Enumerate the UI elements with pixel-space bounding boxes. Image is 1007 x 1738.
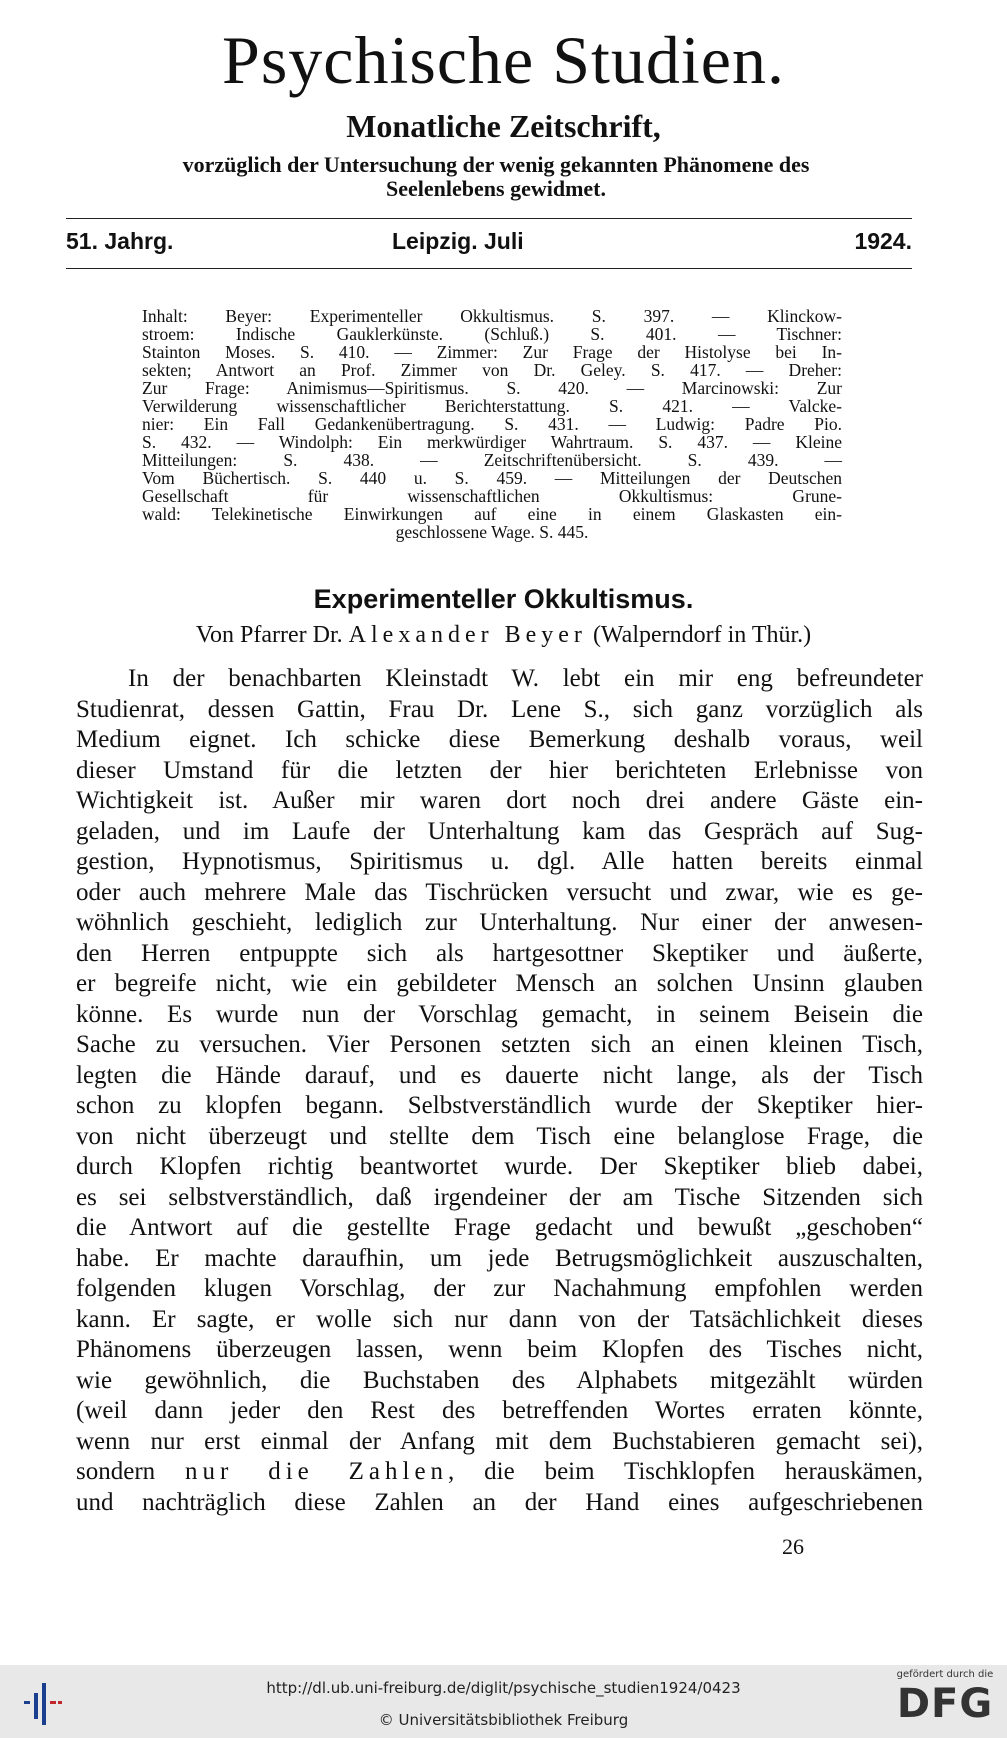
body-line: wöhnlich geschieht, lediglich zur Unterhaltung. Nur einer der anwesen- <box>76 909 923 936</box>
table-of-contents <box>142 307 842 541</box>
byline-suffix: (Walperndorf in Thür.) <box>592 622 812 648</box>
copyright-notice: © Universitätsbibliothek Freiburg <box>378 1711 629 1729</box>
dfg-logo <box>890 1669 1000 1735</box>
volume-label: 51. Jahrg. <box>66 228 174 254</box>
body-line: wenn nur erst einmal der Anfang mit dem Buchstabieren gemacht sei), <box>76 1427 923 1455</box>
page-number: 26 <box>782 1534 804 1559</box>
body-line-part: sondern <box>76 1458 156 1485</box>
body-line: den Herren entpuppte sich als hartgesottner Skeptiker und äußerte, <box>76 939 923 967</box>
body-line: dieser Umstand für die letzten der hier berichteten Erlebnisse von <box>76 756 923 784</box>
body-line: durch Klopfen richtig beantwortet wurde. Der Skeptiker blieb dabei, <box>76 1153 923 1180</box>
body-line: kann. Er sagte, er wolle sich nur dann von der Tatsächlichkeit dieses <box>76 1305 923 1333</box>
toc-line: sekten; Antwort an Prof. Zimmer von Dr. Geley. S. 417. — Dreher: <box>142 360 842 380</box>
masthead-top-rule <box>66 218 912 219</box>
body-line: In der benachbarten Kleinstadt W. lebt ein mir eng befreundeter <box>128 665 923 692</box>
body-line: es sei selbstverständlich, daß irgendeiner der am Tische Sitzenden sich <box>76 1183 923 1211</box>
body-line: folgenden klugen Vorschlag, der zur Nachahmung empfohlen werden <box>76 1275 923 1302</box>
dfg-wordmark: DFG <box>896 1681 994 1727</box>
toc-line: Verwilderung wissenschaftlicher Berichterstattung. S. 421. — Valcke- <box>142 396 842 416</box>
toc-line: Gesellschaft für wissenschaftlichen Okkultismus: Grune- <box>142 486 842 506</box>
masthead <box>66 226 912 260</box>
year-label: 1924. <box>854 228 912 254</box>
body-line: habe. Er machte daraufhin, um jede Betrugsmöglichkeit auszuschalten, <box>76 1244 923 1272</box>
body-line: geladen, und im Laufe der Unterhaltung kam das Gespräch auf Sug- <box>76 817 923 845</box>
article-body <box>76 664 923 1518</box>
toc-line: S. 432. — Windolph: Ein merkwürdiger Wahrtraum. S. 437. — Kleine <box>142 432 842 452</box>
body-line: könne. Es wurde nun der Vorschlag gemacht, in seinem Beisein die <box>76 1000 923 1028</box>
body-line: (weil dann jeder den Rest des betreffenden Wortes erraten könnte, <box>76 1397 923 1424</box>
viewer-footer <box>0 1665 1007 1738</box>
body-line: die Antwort auf die gestellte Frage gedacht und bewußt „geschoben“ <box>76 1214 923 1241</box>
body-line: er begreife nicht, wie ein gebildeter Mensch an solchen Unsinn glauben <box>76 970 923 997</box>
body-line: Wichtigkeit ist. Außer mir waren dort noch drei andere Gäste ein- <box>76 787 923 814</box>
toc-line: nier: Ein Fall Gedankenübertragung. S. 431. — Ludwig: Padre Pio. <box>142 414 842 434</box>
body-line: Medium eignet. Ich schicke diese Bemerkung deshalb voraus, weil <box>76 726 923 753</box>
body-line: schon zu klopfen begann. Selbstverständlich wurde der Skeptiker hier- <box>76 1092 923 1119</box>
emphasized-text: nur die Zahlen <box>185 1458 449 1485</box>
author-name: Alexander Beyer <box>348 622 587 648</box>
toc-line: Zur Frage: Animismus—Spiritismus. S. 420. — Marcinowski: Zur <box>142 378 842 398</box>
body-line <box>76 1457 923 1488</box>
body-line-part: , die beim Tischklopfen herauskämen, <box>448 1458 924 1485</box>
toc-line: Mitteilungen: S. 438. — Zeitschriftenübersicht. S. 439. — <box>142 450 842 470</box>
toc-line: geschlossene Wage. S. 445. <box>395 522 589 542</box>
journal-description-line: Seelenlebens gewidmet. <box>386 176 606 201</box>
body-line: von nicht überzeugt und stellte dem Tisch eine belanglose Frage, die <box>76 1122 923 1150</box>
body-line: oder auch mehrere Male das Tischrücken versucht und zwar, wie es ge- <box>76 878 923 906</box>
toc-line: Stainton Moses. S. 410. — Zimmer: Zur Frage der Histolyse bei In- <box>142 342 842 362</box>
journal-description <box>66 153 926 201</box>
body-line: und nachträglich diese Zahlen an der Hand eines aufgeschriebenen <box>76 1488 923 1516</box>
body-line: Sache zu versuchen. Vier Personen setzten sich an einen kleinen Tisch, <box>76 1031 923 1058</box>
byline-prefix: Von Pfarrer Dr. <box>195 622 343 648</box>
body-line: legten die Hände darauf, und es dauerte nicht lange, als der Tisch <box>76 1061 923 1089</box>
dfg-funding-note: gefördert durch die <box>896 1669 994 1680</box>
body-line: gestion, Hypnotismus, Spiritismus u. dgl. Alle hatten bereits einmal <box>76 848 923 875</box>
place-month-label: Leipzig. Juli <box>392 228 524 254</box>
toc-line: wald: Telekinetische Einwirkungen auf eine in einem Glaskasten ein- <box>142 504 842 524</box>
journal-subtitle: Monatliche Zeitschrift, <box>346 108 661 144</box>
article-title: Experimenteller Okkultismus. <box>313 584 694 614</box>
permalink-url[interactable]: http://dl.ub.uni-freiburg.de/diglit/psychische_studien1924/0423 <box>266 1679 741 1697</box>
toc-line: Vom Büchertisch. S. 440 u. S. 459. — Mitteilungen der Deutschen <box>142 468 842 488</box>
article-byline <box>0 622 1007 649</box>
journal-title: Psychische Studien. <box>222 22 785 98</box>
toc-line: Inhalt: Beyer: Experimenteller Okkultismus. S. 397. — Klinckow- <box>142 306 842 326</box>
body-line: Studienrat, dessen Gattin, Frau Dr. Lene S., sich ganz vorzüglich als <box>76 695 923 723</box>
masthead-bottom-rule <box>66 268 912 269</box>
body-line: wie gewöhnlich, die Buchstaben des Alphabets mitgezählt würden <box>76 1366 923 1394</box>
body-line: Phänomens überzeugen lassen, wenn beim Klopfen des Tisches nicht, <box>76 1336 923 1363</box>
toc-line: stroem: Indische Gauklerkünste. (Schluß.) S. 401. — Tischner: <box>142 324 842 344</box>
journal-description-line: vorzüglich der Untersuchung der wenig gekannten Phänomene des <box>182 152 810 177</box>
